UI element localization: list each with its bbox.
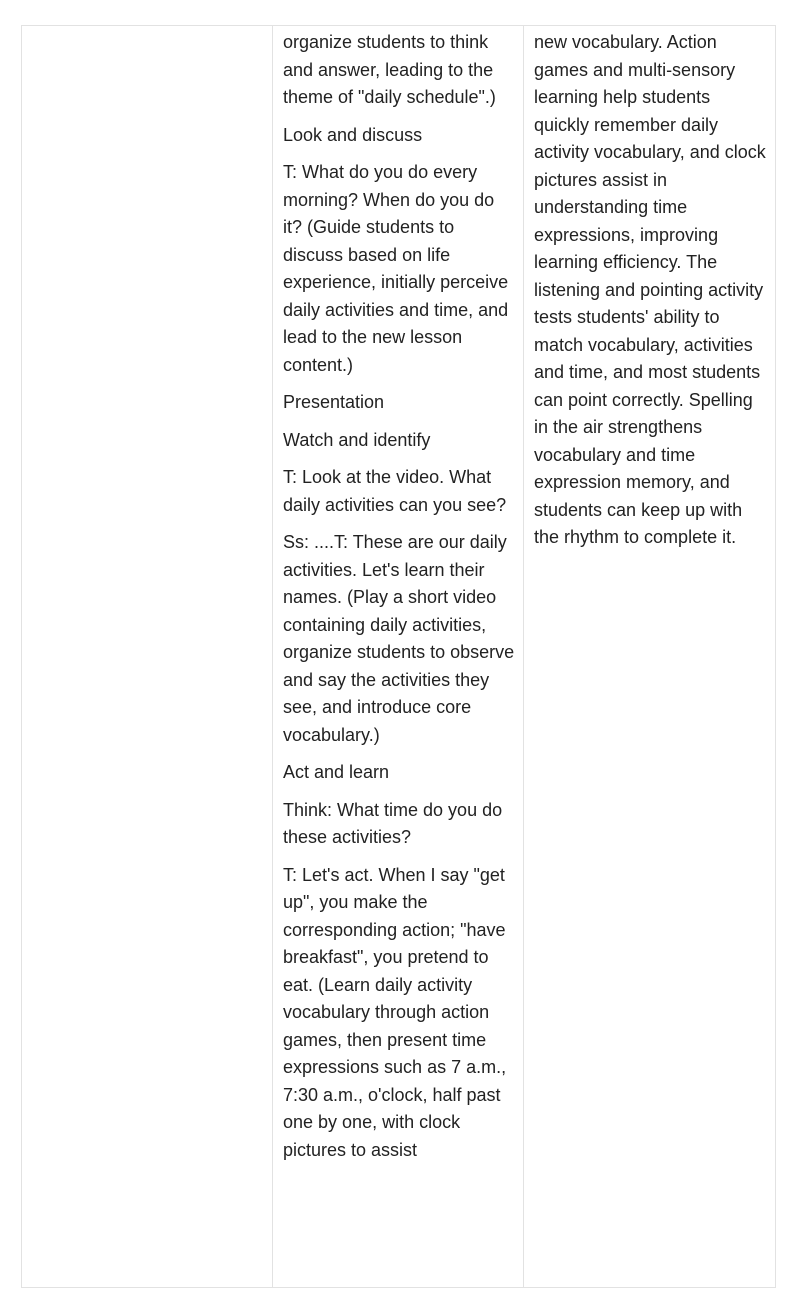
procedure-paragraph: T: What do you do every morning? When do you do it? (Guide students to discuss based on life experience, initially perceive daily activities and time, and lead to the new lesson content.) <box>283 162 509 375</box>
table-row <box>22 26 776 1288</box>
procedure-paragraph: organize students to think and answer, leading to the theme of "daily schedule".) <box>283 32 496 107</box>
reflection-content <box>524 26 775 552</box>
procedure-paragraph: Think: What time do you do these activities? <box>283 799 503 847</box>
step-heading: Look and discuss <box>283 124 423 145</box>
reflection-paragraph: new vocabulary. Action games and multi-sensory learning help students quickly remember daily activity vocabulary, and clock pictures assist in understanding time expressions, improving learning efficiency. The listening and pointing activity tests students' ability to match vocabulary, activities and time, and most students can point correctly. Spelling in the air strengthens vocabulary and time expression memory, and students can keep up with the rhythm to complete it. <box>534 32 766 547</box>
cell-content <box>22 26 272 29</box>
table-cell-empty <box>22 26 273 1288</box>
lesson-plan-table <box>21 25 776 1288</box>
procedure-paragraph: T: Let's act. When I say "get up", you make the corresponding action; "have breakfast", you pretend to eat. (Learn daily activity vocabulary through action games, then present time expressions such as 7 a.m., 7:30 a.m., o'clock, half past one by one, with clock pictures to assist <box>283 864 507 1160</box>
procedure-paragraph: T: Look at the video. What daily activities can you see? <box>283 467 507 515</box>
procedure-paragraph: Ss: ....T: These are our daily activities. Let's learn their names. (Play a short video containing daily activities, organize students to observe and say the activities they see, and introduce core vocabulary.) <box>283 532 515 745</box>
table-cell-procedure <box>273 26 524 1288</box>
step-heading: Act and learn <box>283 762 390 782</box>
step-heading: Watch and identify <box>283 429 431 450</box>
table-cell-reflection <box>524 26 776 1288</box>
procedure-content <box>273 26 523 1164</box>
section-heading: Presentation <box>283 392 385 412</box>
